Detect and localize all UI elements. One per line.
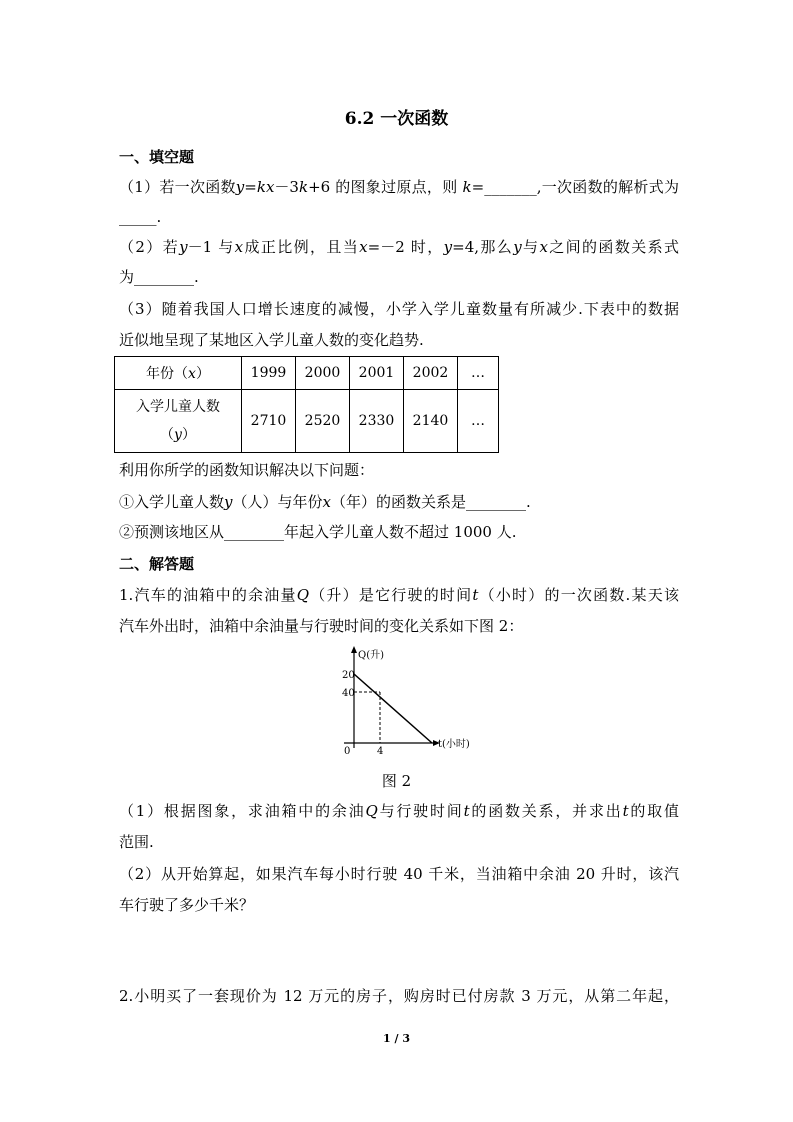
enrollment-table xyxy=(114,356,499,453)
table-cell: … xyxy=(458,357,499,390)
page-number: 1 / 3 xyxy=(383,1032,410,1045)
question-1-line-2: _____. xyxy=(119,208,162,226)
table-cell: 1999 xyxy=(242,357,296,390)
x-axis-label: t(小时) xyxy=(438,739,470,750)
table-cell: 2330 xyxy=(350,390,404,453)
table-row-years xyxy=(115,357,499,390)
problem-1-part-2-line-1: （2）从开始算起，如果汽车每小时行驶 40 千米，当油箱中余油 20 升时，该汽 xyxy=(119,865,679,883)
question-2-line-1: （2）若y－1 与x成正比例，且当x=－2 时，y=4,那么y与x之间的函数关系式 xyxy=(119,238,679,256)
origin-label: 0 xyxy=(344,746,351,757)
table-header-count: 入学儿童人数 （y） xyxy=(115,390,242,453)
y-tick-label: 40 xyxy=(342,688,355,699)
page-title: 6.2 一次函数 xyxy=(344,109,449,129)
table-cell: 2002 xyxy=(404,357,458,390)
problem-2-line-1: 2.小明买了一套现价为 12 万元的房子，购房时已付房款 3 万元，从第二年起， xyxy=(119,987,679,1005)
question-3-intro: 利用你所学的函数知识解决以下问题： xyxy=(119,461,375,479)
y-tick-label: 20 xyxy=(342,670,355,681)
question-3-part-2: ②预测该地区从________年起入学儿童人数不超过 1000 人. xyxy=(119,523,517,541)
question-1-line-1: （1）若一次函数y=kx－3k+6 的图象过原点，则 k=_______,一次函数的解析式为 xyxy=(119,178,679,196)
y-axis-label: Q(升) xyxy=(358,650,385,661)
question-3-part-1: ①入学儿童人数y（人）与年份x（年）的函数关系是________. xyxy=(119,493,531,511)
y-axis-arrow-icon xyxy=(351,646,357,653)
question-3-line-1: （3）随着我国人口增长速度的减慢，小学入学儿童数量有所减少.下表中的数据 xyxy=(119,300,679,318)
fuel-line xyxy=(354,674,432,743)
table-cell: … xyxy=(458,390,499,453)
x-tick-label: 4 xyxy=(377,746,384,757)
problem-1-part-1-line-1: （1）根据图象，求油箱中的余油Q与行驶时间t的函数关系，并求出t的取值 xyxy=(119,802,679,820)
table-cell: 2001 xyxy=(350,357,404,390)
table-cell: 2140 xyxy=(404,390,458,453)
problem-1-part-2-line-2: 车行驶了多少千米？ xyxy=(119,896,255,914)
figure-caption: 图 2 xyxy=(381,772,412,790)
table-row-counts xyxy=(115,390,499,453)
fuel-graph xyxy=(330,640,490,760)
section-heading-solve: 二、解答题 xyxy=(119,555,195,573)
problem-1-part-1-line-2: 范围. xyxy=(119,833,154,851)
problem-1-line-2: 汽车外出时，油箱中余油量与行驶时间的变化关系如下图 2： xyxy=(119,617,524,635)
table-cell: 2000 xyxy=(296,357,350,390)
table-cell: 2710 xyxy=(242,390,296,453)
question-2-line-2: 为________. xyxy=(119,268,199,286)
table-header-year: 年份（x） xyxy=(115,357,242,390)
table-cell: 2520 xyxy=(296,390,350,453)
section-heading-fill-in: 一、填空题 xyxy=(119,148,195,166)
problem-1-line-1: 1.汽车的油箱中的余油量Q（升）是它行驶的时间t（小时）的一次函数.某天该 xyxy=(119,586,679,604)
question-3-line-2: 近似地呈现了某地区入学儿童人数的变化趋势. xyxy=(119,331,424,349)
